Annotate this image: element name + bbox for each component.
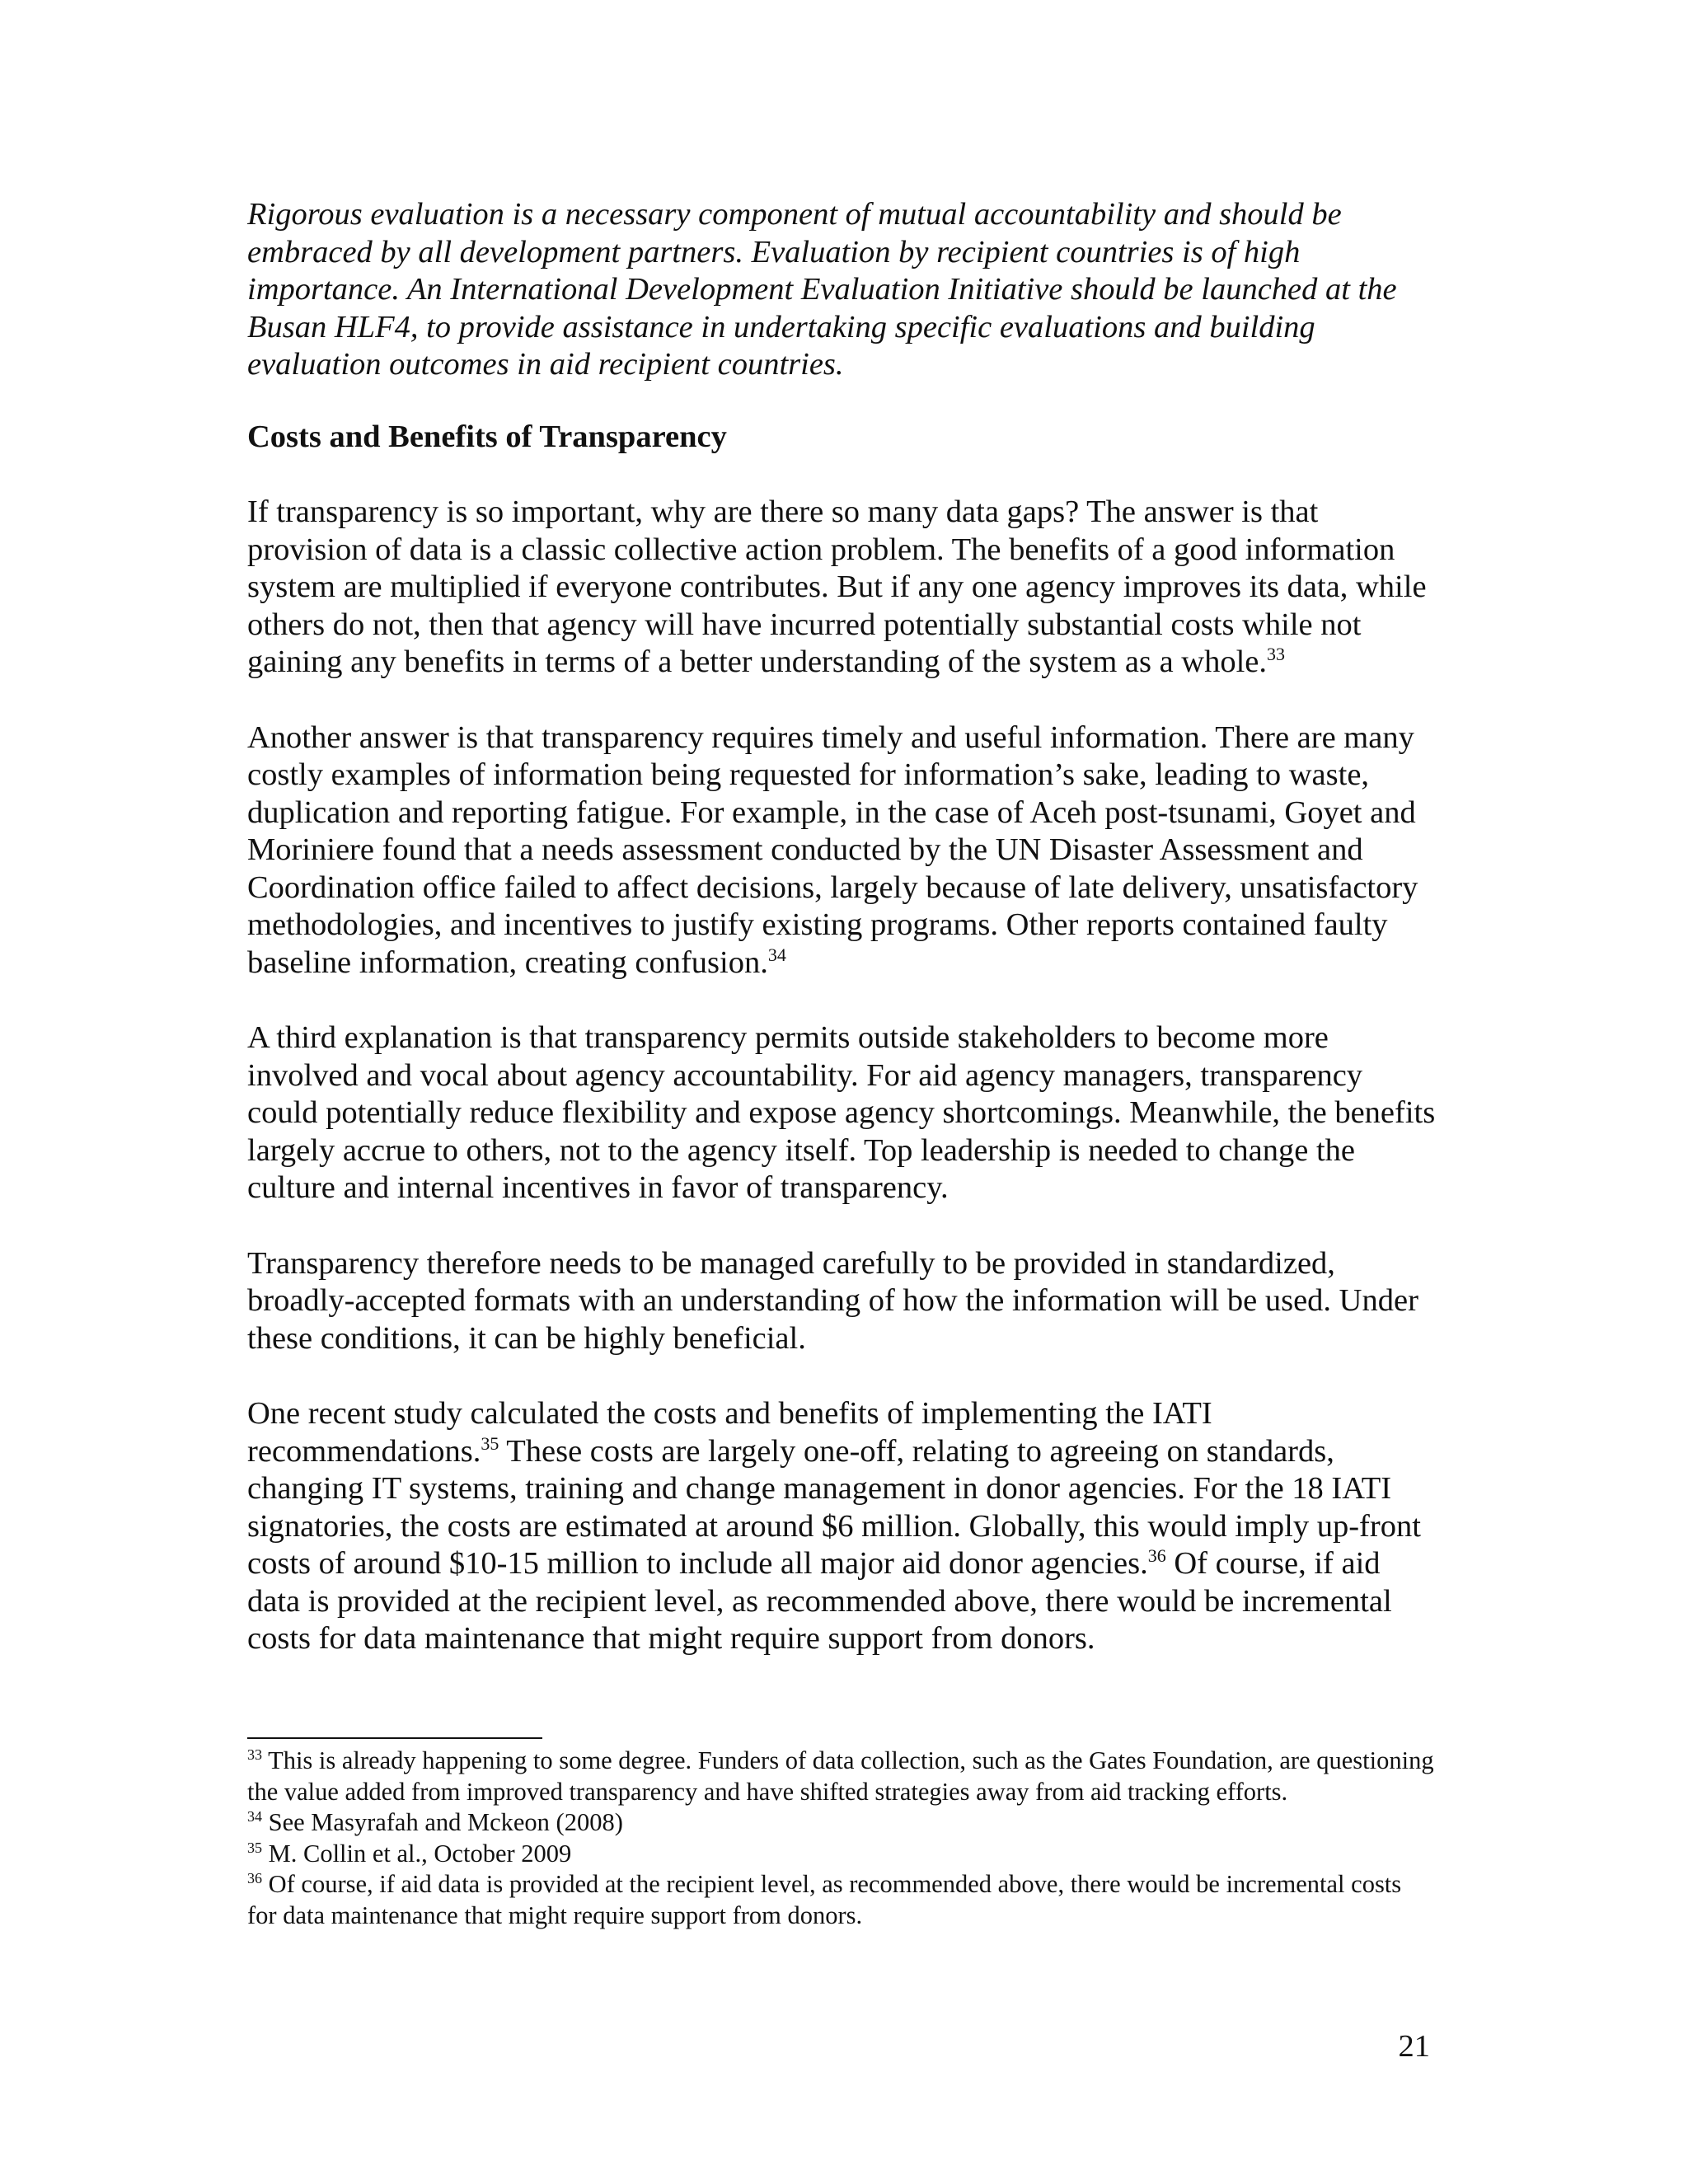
footnote-number: 36 [247,1869,262,1886]
paragraph-timely-information [247,719,1436,982]
footnote-number: 33 [247,1746,262,1763]
paragraph-text: Another answer is that transparency requires timely and useful information. There are many costly examples of information being requested for information’s sake, leading to waste, duplication and reporting fatigue. For example, in the case of Aceh post-tsunami, Goyet and Moriniere found that a needs assessment conducted by the UN Disaster Assessment and Coordination office failed to affect decisions, largely because of late delivery, unsatisfactory methodologies, and incentives to justify existing programs. Other reports contained faulty baseline information, creating confusion. [247,719,1418,980]
paragraph-stakeholders: A third explanation is that transparency permits outside stakeholders to become more involved and vocal about agency accountability. For aid agency managers, transparency could potentially reduce flexibility and expose agency shortcomings. Meanwhile, the benefits largely accrue to others, not to the agency itself. Top leadership is needed to change the culture and internal incentives in favor of transparency. [247,1020,1436,1205]
footnote-ref-34[interactable]: 34 [767,944,786,965]
footnote-text: See Masyrafah and Mckeon (2008) [262,1808,623,1836]
footnote-number: 35 [247,1839,262,1856]
paragraph-text: These costs are largely one-off, relating to agreeing on standards, changing IT systems, training and change management in donor agencies. For the 18 IATI signatories, the costs are estimated at around $6 million. Globally, this would imply up-front costs of around $10-15 million to include all major aid donor agencies. [247,1433,1421,1581]
paragraph-managed-carefully: Transparency therefore needs to be managed carefully to be provided in standardized, broadly-accepted formats with an understanding of how the information will be used. Under these conditions, it can be highly beneficial. [247,1245,1418,1356]
paragraph-text: If transparency is so important, why are there so many data gaps? The answer is that provision of data is a classic collective action problem. The benefits of a good information system are multiplied if everyone contributes. But if any one agency improves its data, while others do not, then that agency will have incurred potentially substantial costs while not gaining any benefits in terms of a better understanding of the system as a whole. [247,494,1427,679]
paragraph-collective-action [247,494,1436,682]
footnotes-section [247,1746,1436,1931]
section-heading: Costs and Benefits of Transparency [247,419,727,454]
paragraph-iati-costs [247,1395,1436,1658]
footnote-text: M. Collin et al., October 2009 [262,1839,572,1868]
footnote-35 [247,1839,1436,1870]
footnote-ref-35[interactable]: 35 [481,1432,499,1454]
intro-italic-paragraph: Rigorous evaluation is a necessary component of mutual accountability and should be embraced by all development partners. Evaluation by recipient countries is of high importance. An International Development Evaluation Initiative should be launched at the Busan HLF4, to provide assistance in undertaking specific evaluations and building evaluation outcomes in aid recipient countries. [247,197,1397,382]
footnote-divider [247,1737,542,1739]
footnote-text: This is already happening to some degree. Funders of data collection, such as the Gates Foundation, are questioning the value added from improved transparency and have shifted strategies away from aid tracking efforts. [247,1746,1434,1806]
paragraph-text: Of course, if aid data is provided at the recipient level, as recommended above, there would be incremental costs for data maintenance that might require support from donors. [247,1546,1392,1656]
footnote-ref-36[interactable]: 36 [1147,1545,1166,1567]
paragraph-text: One recent study calculated the costs and benefits of implementing the IATI recommendations. [247,1396,1212,1469]
footnote-36 [247,1869,1436,1931]
footnote-34 [247,1807,1436,1839]
page-body [247,196,1436,1658]
footnote-ref-33[interactable]: 33 [1267,644,1286,665]
page-number: 21 [1398,2029,1430,2064]
footnote-33 [247,1746,1436,1807]
footnote-number: 34 [247,1807,262,1825]
footnote-text: Of course, if aid data is provided at the recipient level, as recommended above, there would be incremental costs for data maintenance that might require support from donors. [247,1870,1402,1929]
